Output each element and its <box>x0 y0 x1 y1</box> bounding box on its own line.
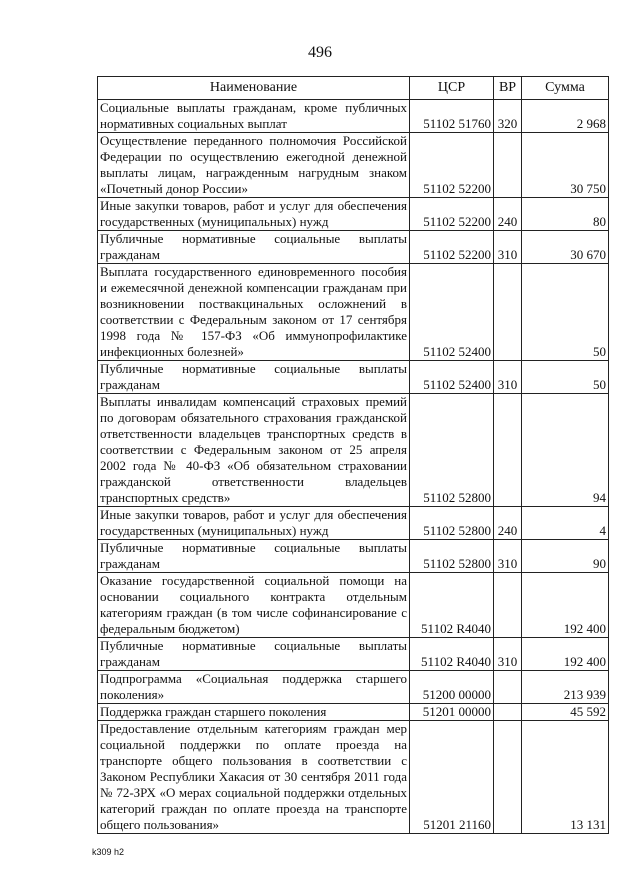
page-number: 496 <box>308 44 332 61</box>
table-row <box>98 721 609 834</box>
cell-code: 51102 52800 <box>410 394 494 507</box>
cell-vr <box>494 721 522 834</box>
cell-code: 51102 52200 <box>410 231 494 264</box>
cell-code: 51200 00000 <box>410 671 494 704</box>
cell-code: 51102 R4040 <box>410 573 494 638</box>
cell-code: 51102 52800 <box>410 507 494 540</box>
cell-sum: 94 <box>522 394 609 507</box>
cell-vr: 240 <box>494 198 522 231</box>
cell-code: 51201 00000 <box>410 704 494 721</box>
cell-name: Предоставление отдельным категориям граждан мер социальной поддержки по оплате проезда на транспорте общего пользования в соответствии с Законом Республики Хакасия от 30 сентября 2011 года № 72-ЗРХ «О мерах социальной поддержки отдельных категорий граждан по оплате проезда на транспорте общего пользования» <box>98 721 410 834</box>
cell-name: Иные закупки товаров, работ и услуг для обеспечения государственных (муниципальных) нужд <box>98 507 410 540</box>
cell-name: Иные закупки товаров, работ и услуг для обеспечения государственных (муниципальных) нужд <box>98 198 410 231</box>
cell-vr: 310 <box>494 361 522 394</box>
header-name: Наименование <box>98 77 410 100</box>
table-header-row <box>98 77 609 100</box>
table-row <box>98 100 609 133</box>
cell-code: 51102 51760 <box>410 100 494 133</box>
cell-code: 51102 52400 <box>410 361 494 394</box>
cell-name: Публичные нормативные социальные выплаты гражданам <box>98 638 410 671</box>
table-row <box>98 394 609 507</box>
cell-code: 51102 R4040 <box>410 638 494 671</box>
cell-vr <box>494 394 522 507</box>
cell-vr <box>494 671 522 704</box>
cell-sum: 90 <box>522 540 609 573</box>
table-row <box>98 540 609 573</box>
table-row <box>98 361 609 394</box>
cell-vr <box>494 264 522 361</box>
cell-sum: 192 400 <box>522 638 609 671</box>
cell-vr <box>494 704 522 721</box>
cell-code: 51102 52200 <box>410 133 494 198</box>
cell-vr: 320 <box>494 100 522 133</box>
table-row <box>98 231 609 264</box>
cell-vr: 240 <box>494 507 522 540</box>
cell-name: Подпрограмма «Социальная поддержка старшего поколения» <box>98 671 410 704</box>
cell-name: Выплата государственного единовременного пособия и ежемесячной денежной компенсации гражданам при возникновении поствакцинальных осложнений в соответствии с Федеральным законом от 17 сентября 1998 года № 157-ФЗ «Об иммунопрофилактике инфекционных болезней» <box>98 264 410 361</box>
cell-name: Социальные выплаты гражданам, кроме публичных нормативных социальных выплат <box>98 100 410 133</box>
cell-name: Публичные нормативные социальные выплаты гражданам <box>98 361 410 394</box>
budget-table <box>97 76 609 834</box>
cell-name: Выплаты инвалидам компенсаций страховых премий по договорам обязательного страхования гражданской ответственности владельцев транспортных средств в соответствии с Федеральным законом от 25 апреля 2002 года № 40-ФЗ «Об обязательном страховании гражданской ответственности владельцев транспортных средств» <box>98 394 410 507</box>
cell-sum: 2 968 <box>522 100 609 133</box>
table-row <box>98 198 609 231</box>
table-row <box>98 704 609 721</box>
table-row <box>98 573 609 638</box>
cell-sum: 45 592 <box>522 704 609 721</box>
table-row <box>98 133 609 198</box>
table-row <box>98 507 609 540</box>
cell-sum: 50 <box>522 264 609 361</box>
cell-vr: 310 <box>494 540 522 573</box>
cell-sum: 30 670 <box>522 231 609 264</box>
cell-vr: 310 <box>494 231 522 264</box>
cell-sum: 13 131 <box>522 721 609 834</box>
header-sum: Сумма <box>522 77 609 100</box>
table-row <box>98 671 609 704</box>
header-code: ЦСР <box>410 77 494 100</box>
cell-sum: 213 939 <box>522 671 609 704</box>
cell-name: Осуществление переданного полномочия Российской Федерации по осуществлению ежегодной денежной выплаты лицам, награжденным нагрудным знаком «Почетный донор России» <box>98 133 410 198</box>
cell-code: 51102 52400 <box>410 264 494 361</box>
cell-name: Оказание государственной социальной помощи на основании социального контракта отдельным категориям граждан (в том числе софинансирование с федеральным бюджетом) <box>98 573 410 638</box>
footer-code: k309 h2 <box>92 847 125 857</box>
cell-sum: 30 750 <box>522 133 609 198</box>
cell-code: 51201 21160 <box>410 721 494 834</box>
table-row <box>98 638 609 671</box>
header-vr: ВР <box>494 77 522 100</box>
cell-name: Публичные нормативные социальные выплаты гражданам <box>98 540 410 573</box>
cell-name: Публичные нормативные социальные выплаты гражданам <box>98 231 410 264</box>
cell-name: Поддержка граждан старшего поколения <box>98 704 410 721</box>
cell-code: 51102 52800 <box>410 540 494 573</box>
cell-sum: 4 <box>522 507 609 540</box>
table-row <box>98 264 609 361</box>
cell-sum: 50 <box>522 361 609 394</box>
cell-vr: 310 <box>494 638 522 671</box>
cell-sum: 80 <box>522 198 609 231</box>
cell-vr <box>494 133 522 198</box>
cell-sum: 192 400 <box>522 573 609 638</box>
cell-vr <box>494 573 522 638</box>
cell-code: 51102 52200 <box>410 198 494 231</box>
